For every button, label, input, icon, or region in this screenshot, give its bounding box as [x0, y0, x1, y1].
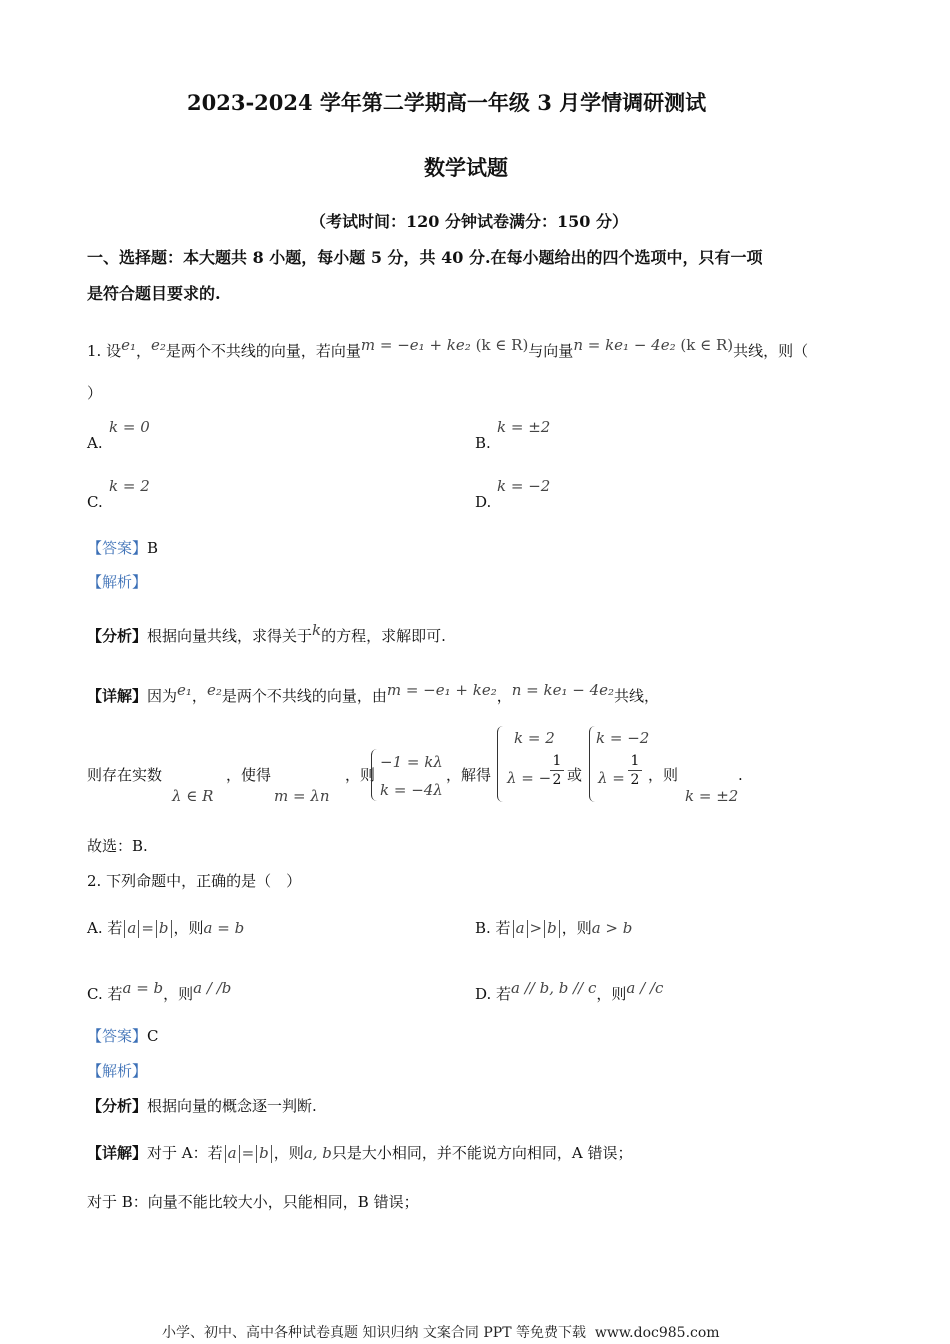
- q1-solution2-frac-num: 1: [630, 753, 640, 769]
- q1-close-paren: ）: [87, 384, 103, 402]
- q1-solution1-fraction: [550, 752, 564, 789]
- q1-xj-c: 共线，: [614, 687, 660, 705]
- q1-option-d-label: D.: [475, 493, 492, 511]
- q1-solution1-frac-den: 2: [550, 770, 564, 789]
- q2-fenxi: [87, 1096, 317, 1116]
- q2-xj-a: 对于 A：若: [147, 1144, 223, 1162]
- q1-system1-eq2: k = −4λ: [380, 781, 443, 799]
- q2-a-cond-eq: =: [141, 919, 154, 937]
- q1-tail: 共线，则（: [733, 342, 809, 360]
- q1-k-in-r: (k ∈ R): [475, 336, 529, 354]
- q1-k-in-r2: (k ∈ R): [680, 336, 734, 354]
- q1-answer: [87, 538, 158, 558]
- q1-answer-tag: 【答案】: [87, 539, 148, 557]
- abs-bar: [239, 1145, 240, 1163]
- q2-a-then: ，则: [173, 919, 204, 937]
- q1-prefix: 1. 设: [87, 342, 122, 360]
- q2-d-then: ，则: [596, 985, 627, 1003]
- q2-fenxi-tag: 【分析】: [87, 1097, 148, 1115]
- abs-bar: [156, 920, 157, 938]
- q2-option-a: [87, 918, 244, 938]
- abs-bar: [225, 1145, 226, 1163]
- abs-bar: [171, 920, 172, 938]
- q2-answer: [87, 1026, 159, 1046]
- exam-info: （考试时间：120 分钟试卷满分：150 分）: [310, 212, 628, 231]
- exam-title: 2023-2024 学年第二学期高一年级 3 月学情调研测试: [187, 90, 707, 115]
- q1-solution1-k: k = 2: [514, 729, 555, 747]
- q1-xj-m: m = −e₁ + ke₂: [386, 681, 497, 699]
- q2-xj-c: 只是大小相同，并不能说方向相同，A 错误；: [331, 1144, 633, 1162]
- q2-xj-r: b: [259, 1144, 269, 1162]
- q1-solution1-lambda: λ = −: [507, 769, 552, 787]
- abs-bar: [527, 920, 528, 938]
- q1-solution2-frac-den: 2: [628, 770, 642, 789]
- q2-d-res: a / /c: [626, 979, 664, 997]
- q1-lambda-in-r: λ ∈ R: [172, 787, 214, 805]
- q1-m-expr: m = −e₁ + ke₂: [360, 336, 471, 354]
- q1-option-a-label: A.: [87, 434, 103, 452]
- q1-solution1-brace: [497, 726, 504, 802]
- q1-fenxi-tag: 【分析】: [87, 627, 148, 645]
- q1-solution2-lambda: λ =: [598, 769, 625, 787]
- q1-solution2-brace: [589, 726, 596, 802]
- q1-fenxi-k: k: [312, 621, 322, 639]
- q1-m-lambda-n: m = λn: [274, 787, 330, 805]
- q1-solution1-frac-num: 1: [552, 753, 562, 769]
- q2-xj-ab: a, b: [303, 1144, 332, 1162]
- q1-mid: 是两个不共线的向量，若向量: [165, 342, 361, 360]
- footer-site-link[interactable]: www.doc985.com: [594, 1325, 720, 1341]
- section-heading-line2: 是符合题目要求的.: [87, 284, 221, 303]
- q1-fenxi-a: 根据向量共线，求得关于: [147, 627, 313, 645]
- q2-b-label: B. 若: [475, 919, 511, 937]
- q1-fenxi-b: 的方程，求解即可.: [321, 627, 446, 645]
- q2-xj-l: a: [227, 1144, 237, 1162]
- q2-xj-b: ，则: [273, 1144, 304, 1162]
- q1-option-b-expr: k = ±2: [497, 418, 551, 436]
- q2-a-cond-l: a: [127, 919, 137, 937]
- q1-solution2-k: k = −2: [596, 729, 650, 747]
- abs-bar: [256, 1145, 257, 1163]
- q2-answer-tag: 【答案】: [87, 1027, 148, 1045]
- q2-answer-value: C: [147, 1027, 159, 1045]
- abs-bar: [559, 920, 560, 938]
- q2-b-res: a > b: [591, 919, 633, 937]
- q1-xiangjie: [87, 680, 659, 706]
- q2-a-label: A. 若: [87, 919, 123, 937]
- q1-option-b-label: B.: [475, 434, 491, 452]
- q1-or: 或: [567, 766, 583, 784]
- abs-bar: [513, 920, 514, 938]
- abs-bar: [138, 920, 139, 938]
- q2-xiangjie-line2: 对于 B：向量不能比较大小，只能相同，B 错误；: [87, 1193, 419, 1211]
- q2-xiangjie-tag: 【详解】: [87, 1144, 148, 1162]
- q1-option-c-label: C.: [87, 493, 103, 511]
- q1-xj-a: 因为: [147, 687, 178, 705]
- q2-option-c: [87, 978, 231, 1004]
- q2-d-cond: a // b, b // c: [511, 979, 597, 997]
- q1-xj-comma: ，: [191, 687, 207, 705]
- q1-e1: e₁: [121, 336, 136, 354]
- q1-mid2: 与向量: [528, 342, 574, 360]
- q1-xj-comma2: ，: [496, 687, 512, 705]
- q1-line2-e: ，则: [648, 766, 679, 784]
- q1-solution2-fraction: [628, 752, 642, 789]
- q1-system1-eq1: −1 = kλ: [380, 753, 443, 771]
- q1-line2-c: ，则: [345, 766, 376, 784]
- q2-option-d: [475, 978, 663, 1004]
- q2-b-cond-r: b: [547, 919, 557, 937]
- abs-bar: [271, 1145, 272, 1163]
- q2-c-res: a / /b: [193, 979, 232, 997]
- q1-comma: ，: [135, 342, 151, 360]
- subject-title: 数学试题: [424, 155, 508, 180]
- q1-n-expr: n = ke₁ − 4e₂: [573, 336, 676, 354]
- q2-a-res: a = b: [203, 919, 245, 937]
- q1-result: k = ±2: [685, 787, 739, 805]
- abs-bar: [544, 920, 545, 938]
- q1-xj-e1: e₁: [177, 681, 192, 699]
- q1-stem: [87, 335, 808, 361]
- q1-period: .: [738, 766, 743, 784]
- q2-c-then: ，则: [163, 985, 194, 1003]
- q1-analysis-tag: 【解析】: [87, 573, 148, 591]
- q2-analysis-tag: 【解析】: [87, 1062, 148, 1080]
- q1-line2-d: ，解得: [446, 766, 492, 784]
- q2-fenxi-text: 根据向量的概念逐一判断.: [147, 1097, 317, 1115]
- q2-option-b: [475, 918, 632, 938]
- q1-xj-n: n = ke₁ − 4e₂: [511, 681, 615, 699]
- q2-c-cond: a = b: [122, 979, 164, 997]
- q1-line2-b: ，使得: [226, 766, 272, 784]
- q2-d-label: D. 若: [475, 985, 512, 1003]
- section-heading-line1: 一、选择题：本大题共 8 小题，每小题 5 分，共 40 分.在每小题给出的四个选项中，只有一项: [87, 248, 763, 267]
- q1-fenxi: [87, 620, 446, 646]
- q1-line2-a: 则存在实数: [87, 766, 163, 784]
- q1-xj-b: 是两个不共线的向量，由: [221, 687, 387, 705]
- q1-xiangjie-tag: 【详解】: [87, 687, 148, 705]
- q2-b-cond-gt: >: [529, 919, 543, 937]
- q2-b-cond-l: a: [515, 919, 525, 937]
- q1-xj-e2: e₂: [206, 681, 222, 699]
- q2-xiangjie: [87, 1143, 632, 1163]
- footer-text: [162, 1323, 720, 1343]
- q1-e2: e₂: [151, 336, 166, 354]
- q1-conclusion: 故选：B.: [87, 837, 148, 855]
- q1-option-a-expr: k = 0: [109, 418, 150, 436]
- abs-bar: [124, 920, 125, 938]
- q1-answer-value: B: [147, 539, 159, 557]
- q2-stem: 2. 下列命题中，正确的是（ ）: [87, 872, 302, 890]
- q2-c-label: C. 若: [87, 985, 123, 1003]
- q2-b-then: ，则: [561, 919, 592, 937]
- q1-option-c-expr: k = 2: [109, 477, 150, 495]
- q2-a-cond-r: b: [158, 919, 169, 937]
- q1-system1-brace: [371, 749, 378, 801]
- footer-description: 小学、初中、高中各种试卷真题 知识归纳 文案合同 PPT 等免费下载: [162, 1325, 586, 1341]
- q1-option-d-expr: k = −2: [497, 477, 551, 495]
- q2-xj-eq: =: [241, 1144, 255, 1162]
